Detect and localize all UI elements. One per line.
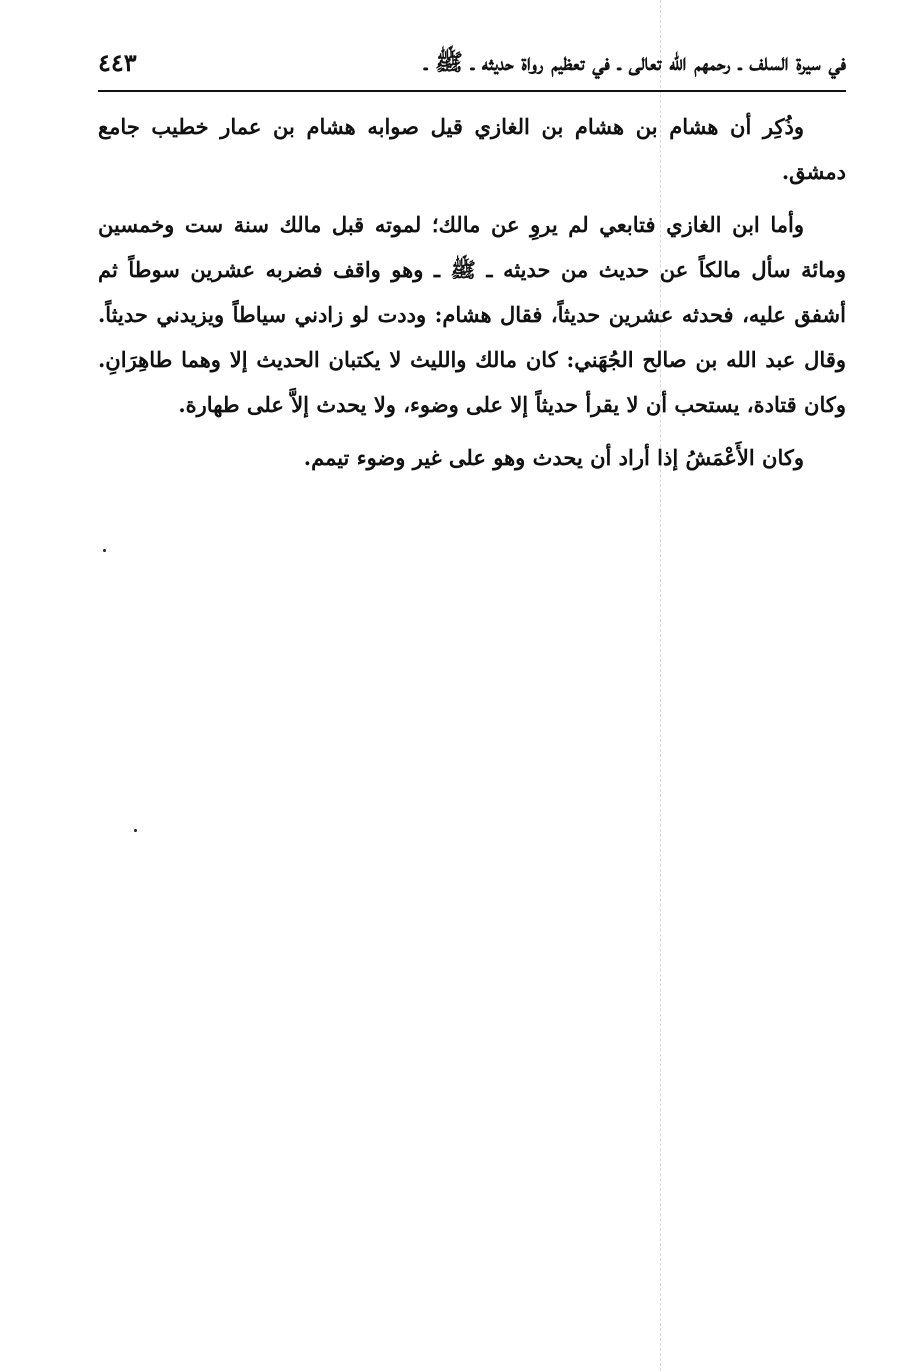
- paragraph-2: وأما ابن الغازي فتابعي لم يروِ عن مالك؛ لموته قبل مالك سنة ست وخمسين ومائة سأل مالكاً عن حديث من حديثه ـ ﷺ ـ وهو واقف فضربه عشرين سوطاً ثم أشفق عليه، فحدثه عشرين حديثاً، فقال هشام: وددت لو زادني سياطاً ويزيدني حديثاً. وقال عبد الله بن صالح الجُهَني: كان مالك والليث لا يكتبان الحديث إلا وهما طاهِرَانِ. وكان قتادة، يستحب أن لا يقرأ حديثاً إلا على وضوء، ولا يحدث إلاَّ على طهارة.: [98, 212, 846, 417]
- paragraph-1: وذُكِر أن هشام بن هشام بن الغازي قيل صوابه هشام بن عمار خطيب جامع دمشق.: [98, 114, 846, 184]
- scan-speck: [134, 829, 137, 832]
- page-header: [98, 42, 846, 92]
- paragraph-3: وكان الأَعْمَشُ إذا أراد أن يحدث وهو على غير وضوء تيمم.: [303, 445, 804, 470]
- scan-speck: [103, 549, 106, 552]
- page-number: ٤٤٣: [98, 48, 137, 77]
- running-title: في سيرة السلف ـ رحمهم الله تعالى ـ في تعظيم رواة حديثه ـ ﷺ ـ: [424, 49, 846, 76]
- main-text: [98, 104, 846, 488]
